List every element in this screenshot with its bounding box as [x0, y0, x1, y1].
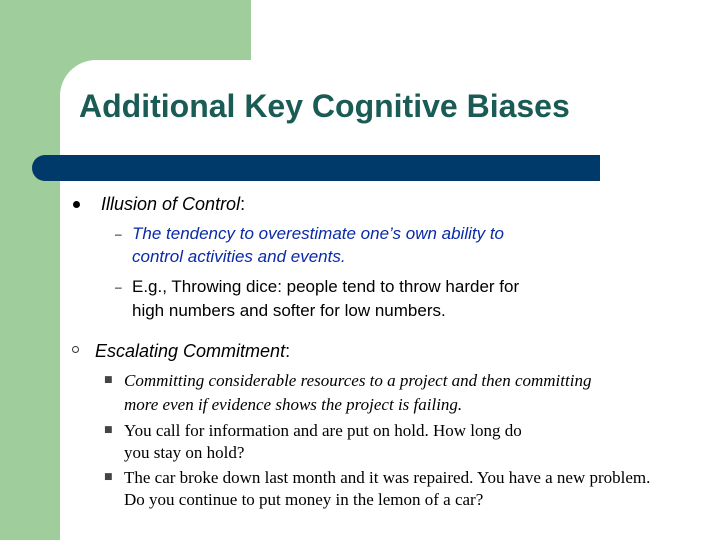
sub-line: more even if evidence shows the project is failing. [124, 395, 463, 414]
sub-line: The car broke down last month and it was repaired. You have a new problem. [124, 468, 651, 487]
heading-colon: : [285, 341, 291, 361]
sub-line: The tendency to overestimate one’s own ability to [132, 224, 505, 243]
sub-line: You call for information and are put on hold. How long do [124, 421, 522, 440]
square-bullet-icon: ■ [104, 472, 113, 482]
sub-line: Committing considerable resources to a project and then committing [124, 371, 592, 390]
bullet-heading-illusion [101, 193, 245, 215]
bullet-dot-icon [73, 201, 80, 208]
slide-title: Additional Key Cognitive Biases [79, 88, 570, 124]
sub-line: control activities and events. [132, 247, 346, 266]
heading-colon: : [240, 194, 246, 214]
square-bullet-icon: ■ [104, 425, 113, 435]
bullet-heading-escalating [95, 340, 290, 362]
title-underline-bar [32, 155, 600, 181]
dash-bullet-icon: – [115, 227, 122, 241]
sub-line: E.g., Throwing dice: people tend to throw harder for [132, 277, 520, 296]
dash-bullet-icon: – [115, 280, 122, 294]
sub-line: you stay on hold? [124, 443, 245, 462]
bullet-ring-icon [72, 346, 79, 353]
square-bullet-icon: ■ [104, 375, 113, 385]
sub-line: high numbers and softer for low numbers. [132, 301, 446, 320]
heading-text: Escalating Commitment [95, 341, 286, 361]
heading-text: Illusion of Control [101, 194, 241, 214]
sub-line: Do you continue to put money in the lemon of a car? [124, 490, 484, 509]
